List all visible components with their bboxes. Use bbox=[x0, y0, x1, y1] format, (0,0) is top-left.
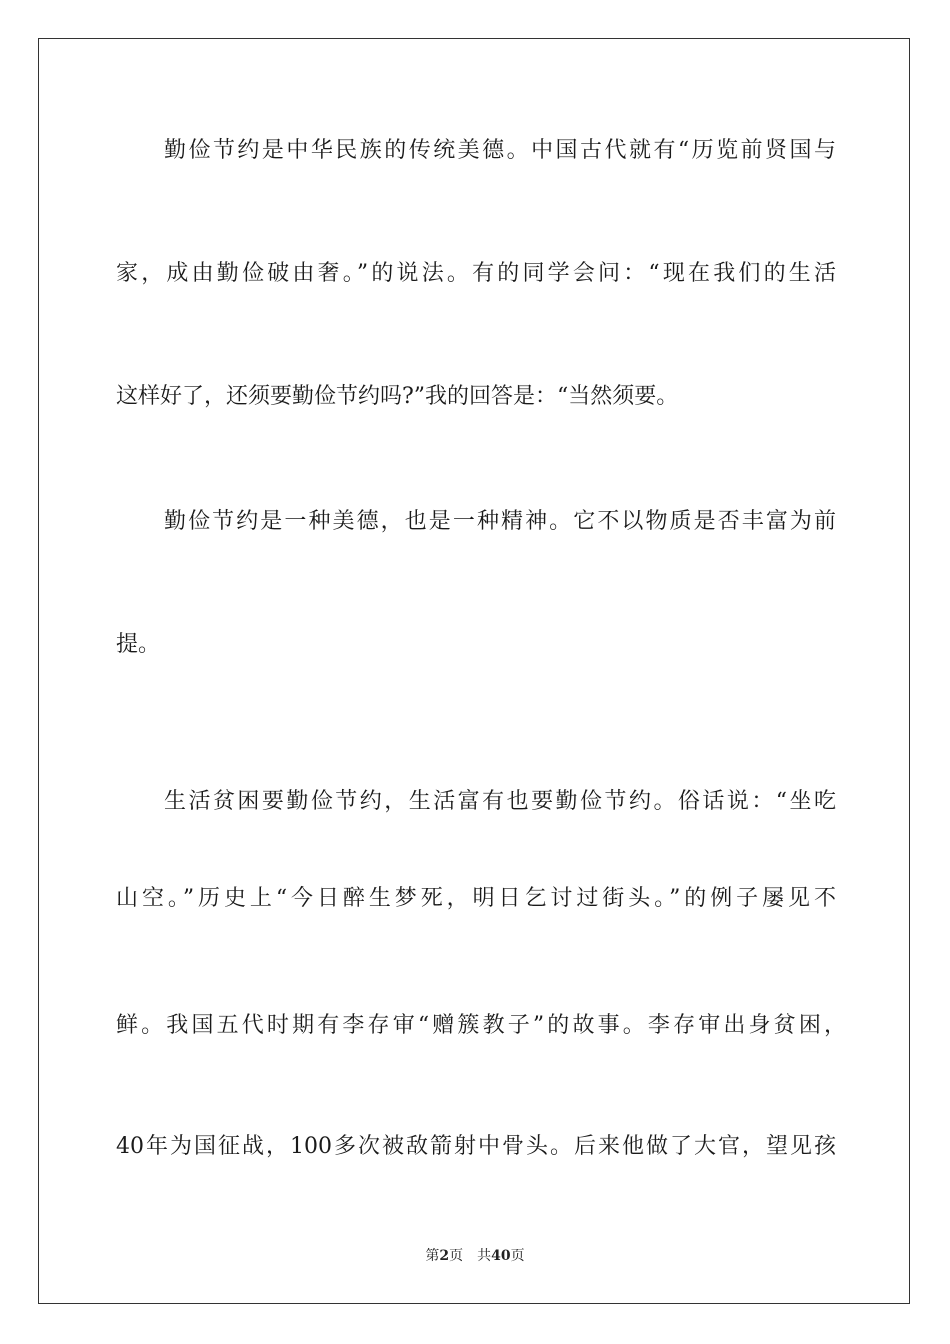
footer-total-unit: 页 bbox=[510, 1248, 525, 1264]
footer-current-page: 2 bbox=[439, 1248, 450, 1264]
page-border bbox=[38, 38, 910, 1304]
paragraph-3-line-2: 山空。”历史上“今日醉生梦死，明日乞讨过街头。”的例子屡见不 bbox=[116, 886, 836, 911]
footer-total-pages: 40 bbox=[491, 1248, 511, 1264]
paragraph-3-line-1: 生活贫困要勤俭节约，生活富有也要勤俭节约。俗话说：“坐吃 bbox=[164, 789, 836, 814]
paragraph-1-line-3: 这样好了，还须要勤俭节约吗?”我的回答是：“当然须要。 bbox=[116, 384, 679, 409]
paragraph-1-line-2: 家，成由勤俭破由奢。”的说法。有的同学会问：“现在我们的生活 bbox=[116, 261, 836, 286]
footer-page-prefix: 第 bbox=[425, 1248, 440, 1264]
footer-total-prefix: 共 bbox=[477, 1248, 492, 1264]
paragraph-2-line-2: 提。 bbox=[116, 632, 161, 657]
paragraph-3-line-4: 40年为国征战，100多次被敌箭射中骨头。后来他做了大官，望见孩 bbox=[116, 1134, 836, 1159]
page-footer bbox=[0, 1247, 950, 1265]
footer-page-unit: 页 bbox=[449, 1248, 464, 1264]
paragraph-2-line-1: 勤俭节约是一种美德，也是一种精神。它不以物质是否丰富为前 bbox=[164, 509, 836, 534]
paragraph-1-line-1: 勤俭节约是中华民族的传统美德。中国古代就有“历览前贤国与 bbox=[164, 138, 836, 163]
paragraph-3-line-3: 鲜。我国五代时期有李存审“赠簇教子”的故事。李存审出身贫困， bbox=[116, 1013, 846, 1038]
